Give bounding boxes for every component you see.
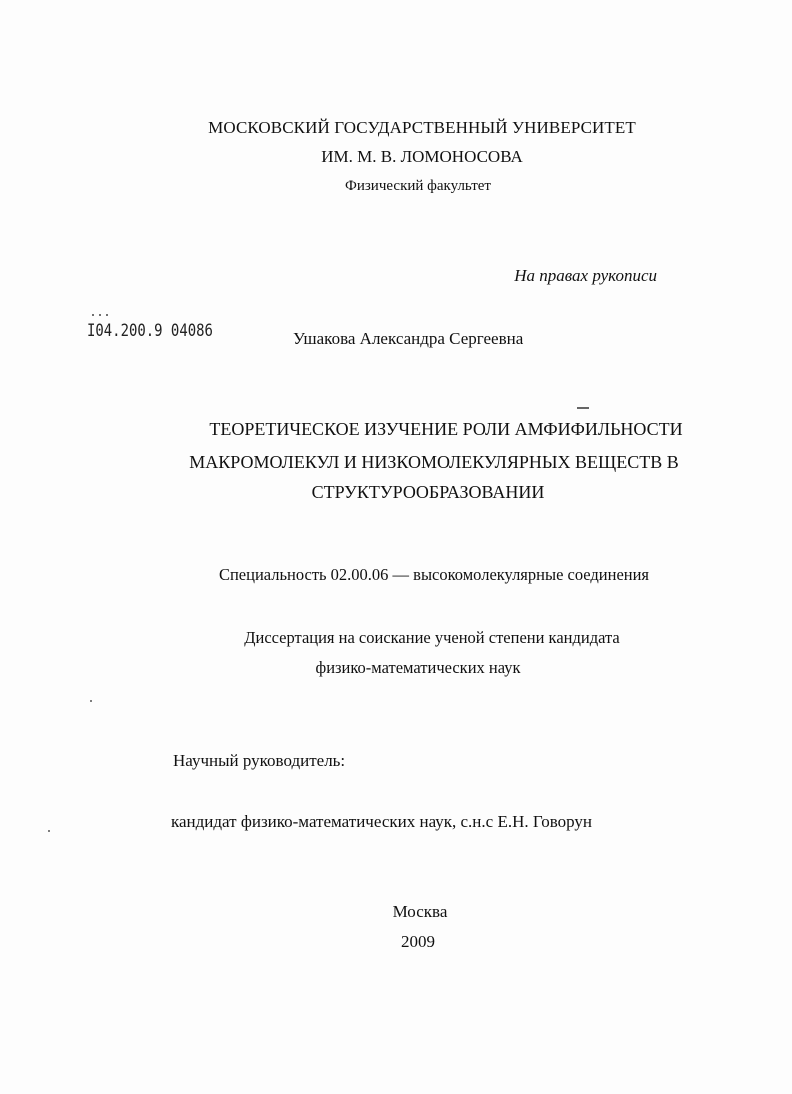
faculty-name: Физический факультет — [345, 178, 491, 194]
author-name: Ушакова Александра Сергеевна — [293, 329, 524, 348]
city: Москва — [392, 902, 448, 921]
advisor-name: кандидат физико-математических наук, с.н.с Е.Н. Говорун — [171, 812, 592, 831]
dissertation-title-line2: МАКРОМОЛЕКУЛ И НИЗКОМОЛЕКУЛЯРНЫХ ВЕЩЕСТВ В — [189, 452, 679, 472]
degree-line2: физико-математических наук — [315, 658, 521, 677]
university-name-line1: МОСКОВСКИЙ ГОСУДАРСТВЕННЫЙ УНИВЕРСИТЕТ — [208, 118, 636, 137]
scan-speck — [48, 830, 50, 832]
university-name-line2: ИМ. М. В. ЛОМОНОСОВА — [321, 147, 523, 166]
dissertation-title-line3: СТРУКТУРООБРАЗОВАНИИ — [311, 482, 545, 502]
manuscript-note: На правах рукописи — [514, 266, 657, 285]
scan-mark — [577, 407, 589, 409]
degree-line1: Диссертация на соискание ученой степени кандидата — [244, 628, 620, 647]
specialty: Специальность 02.00.06 — высокомолекулярные соединения — [218, 565, 650, 584]
dissertation-title-line1: ТЕОРЕТИЧЕСКОЕ ИЗУЧЕНИЕ РОЛИ АМФИФИЛЬНОСТИ — [209, 419, 683, 439]
advisor-label: Научный руководитель: — [173, 751, 346, 770]
year: 2009 — [401, 932, 435, 951]
stamp-dots — [91, 313, 113, 317]
scan-speck — [90, 700, 92, 702]
archive-stamp-number: I04.200.9 04086 — [87, 321, 213, 341]
